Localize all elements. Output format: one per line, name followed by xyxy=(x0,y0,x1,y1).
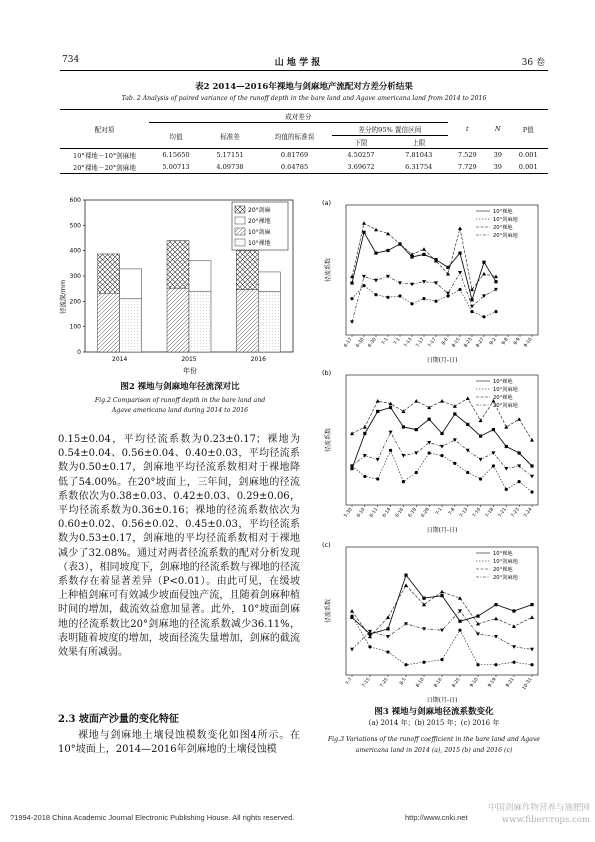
fig3-point xyxy=(404,663,407,666)
fig3-series-line xyxy=(352,286,496,317)
table2-title-cn: 表2 2014—2016年裸地与剑麻地产流配对方差分析结果 xyxy=(195,82,413,92)
fig3-point xyxy=(466,396,470,400)
fig3-point xyxy=(512,624,516,628)
th-lower: 下限 xyxy=(354,139,368,147)
fig2-ylabel: 径流深/mm xyxy=(59,279,67,315)
fig3b-line-chart xyxy=(318,365,550,535)
cell-n: 39 xyxy=(493,151,502,159)
fig3-point xyxy=(453,462,456,465)
fig3-xtick-label: 6-11 xyxy=(369,507,380,519)
fig3-xtick-label: 7-16 xyxy=(472,507,483,519)
fig3-xlabel: 日期(月-日) xyxy=(426,697,458,704)
fig3-point xyxy=(458,620,461,623)
fig3-point xyxy=(512,609,515,612)
th-ci: 差分的95% 置信区间 xyxy=(332,123,447,136)
fig2-bar-segment xyxy=(258,272,280,292)
fig3-xtick-label: 7-13 xyxy=(459,507,470,519)
fig3-point xyxy=(458,252,461,255)
body-paragraph-1: 0.15±0.04，平均径流系数为0.23±0.17；裸地为0.54±0.04、0.56±0.04、0.40±0.03，平均径流系数为0.50±0.17，剑麻地平均径流系数相对于裸地降低了54.00%。在20°坡面上，三年间，剑麻地的径流系数依次为0.38±0.03、0.42±0.03、0.29±0.06，平均径流系数为0.36±0.16；裸地的径流系数依次为0.60±0.02、0.56±0.02、0.45±0.03，平均径流系数为0.53±0.17，剑麻地的平均径流系数相对于裸地减少了32.08%。通过对两者径流系数的配对分析发现（表3），相同坡度下，剑麻地的径流系数与裸地的径流系数存在着显著差异（P<0.01）。由此可见，在缓坡上种植剑麻可有效减少坡面侵蚀产流，且随着剑麻种植时间的增加，截流效益愈加显著。此外，10°坡面剑麻地的径流系数比20°剑麻地的径流系数减少36.11%，表明随着坡度的增加，坡面径流失量增加，剑麻的截流效果有所减弱。 xyxy=(58,434,300,659)
fig3-point xyxy=(482,261,485,264)
fig3-xtick-label: 6-16 xyxy=(394,507,406,519)
th-upper: 上限 xyxy=(412,139,426,147)
fig3-legend-label: 20°裸地 xyxy=(493,225,513,231)
fig3-series-line xyxy=(352,232,496,300)
fig3-point xyxy=(476,615,479,618)
fig3-point xyxy=(440,399,444,403)
fig3-point xyxy=(428,418,431,421)
fig3-point xyxy=(386,249,389,252)
fig3-panel-label: (a) xyxy=(322,199,332,207)
fig3-point xyxy=(404,583,408,587)
fig3-xtick-label: 7-24 xyxy=(523,507,534,519)
fig3-legend-label: 10°剑麻地 xyxy=(493,387,518,393)
fig3-caption-en-1: Fig.3 Variations of the runoff coefficient in the bare land and Agave xyxy=(327,736,541,743)
fig3-xtick-label: 9-8 xyxy=(501,337,510,347)
th-p: P值 xyxy=(522,126,534,134)
cell-pair: 10°裸地－10°剑麻地 xyxy=(73,152,136,160)
fig2-ytick-label: 500 xyxy=(69,222,81,230)
fig3-xtick-label: 8-16 xyxy=(433,677,444,689)
fig2-bar-segment xyxy=(236,290,258,352)
fig3c-line-chart xyxy=(318,537,550,705)
fig3-point xyxy=(362,231,365,234)
fig3-point xyxy=(362,284,365,287)
fig3-xtick-label: 9-19 xyxy=(487,677,498,689)
fig3-point xyxy=(374,293,377,296)
fig3-caption-cn-sub: (a) 2014 年；(b) 2015 年；(c) 2016 年 xyxy=(368,719,500,727)
fig3-xtick-label: 8-23 xyxy=(463,337,474,349)
fig3-point xyxy=(530,464,533,467)
fig3-point xyxy=(518,480,521,483)
fig3-point xyxy=(504,425,508,429)
fig3-point xyxy=(410,283,414,287)
cell-se: 0.64785 xyxy=(280,163,309,171)
fig3-legend-label: 20°裸地 xyxy=(493,567,513,573)
fig3-xtick-label: 8-5 xyxy=(399,677,408,687)
fig3-xtick-label: 7-18 xyxy=(484,507,496,519)
fig3-caption-en-2: americana land in 2014 (a), 2015 (b) and 2016 (c) xyxy=(355,747,513,754)
fig3-xtick-label: 7-17 xyxy=(427,337,438,349)
fig3-xtick-label: 6-30 xyxy=(367,337,378,349)
cell-t: 7.529 xyxy=(457,151,477,159)
fig3-point xyxy=(427,406,431,410)
cell-pair: 20°裸地－20°剑麻地 xyxy=(73,164,136,172)
fig3-point xyxy=(494,275,498,279)
fig2-bar-segment xyxy=(167,288,189,352)
fig3-point xyxy=(389,431,393,435)
fig3-series-line xyxy=(352,575,532,634)
cell-p: 0.001 xyxy=(518,151,538,159)
fig2-caption-cn: 图2 裸地与剑麻地年径流深对比 xyxy=(120,382,240,392)
fig3-point xyxy=(482,272,486,276)
fig3-xtick-label: 6-17 xyxy=(343,337,354,349)
fig2-bar-chart xyxy=(55,192,300,377)
fig2-xtick-label: 2016 xyxy=(250,356,266,363)
fig3-point xyxy=(470,298,473,301)
fig3-point xyxy=(530,615,534,619)
fig3-point xyxy=(374,252,377,255)
fig3a-line-chart xyxy=(318,195,550,365)
th-mean: 均值 xyxy=(169,132,183,141)
fig3-point xyxy=(422,661,425,664)
fig2-bar-segment xyxy=(120,299,142,352)
fig3-point xyxy=(479,458,483,462)
fig3-panel-label: (b) xyxy=(322,369,332,377)
fig3-legend-label: 20°剑麻地 xyxy=(493,575,518,581)
fig2-xlabel: 年份 xyxy=(183,367,197,375)
fig3-point xyxy=(479,477,482,480)
fig3-xtick-label: 5-30 xyxy=(343,507,354,519)
fig3-point xyxy=(386,635,390,639)
fig3-point xyxy=(414,399,418,403)
cell-mean: 5.00713 xyxy=(162,163,190,171)
fig3-legend-label: 10°裸地 xyxy=(493,551,513,557)
cell-sd: 5.17151 xyxy=(216,151,244,159)
fig3-point xyxy=(362,221,366,225)
fig3-point xyxy=(440,454,443,457)
fig3-ylabel: 径流系数 xyxy=(325,427,332,453)
fig3-point xyxy=(494,310,497,313)
fig3-xtick-label: 7-25 xyxy=(379,677,390,689)
fig3-point xyxy=(422,297,425,300)
fig3-xtick-label: 6-18 xyxy=(407,507,418,519)
fig3-point xyxy=(494,635,498,639)
fig2-xtick-label: 2015 xyxy=(181,356,197,363)
fig2-bar-segment xyxy=(258,292,280,352)
fig3-point xyxy=(422,597,425,600)
fig3-legend-label: 10°裸地 xyxy=(493,209,513,215)
th-sd: 标准差 xyxy=(220,132,240,141)
fig3-legend-label: 20°剑麻地 xyxy=(493,403,518,409)
fig3-xtick-label: 6-10 xyxy=(356,507,367,519)
cell-se: 0.81769 xyxy=(280,151,309,159)
fig3-point xyxy=(530,438,534,442)
fig3-point xyxy=(530,603,533,606)
fig2-bar-segment xyxy=(98,254,120,293)
journal-name: 山 地 学 报 xyxy=(274,58,321,68)
fig3-legend-label: 10°剑麻地 xyxy=(493,559,518,565)
fig2-bar-segment xyxy=(98,293,120,352)
fig3-point xyxy=(530,475,534,479)
fig3-point xyxy=(440,445,444,449)
fig3-legend-label: 10°裸地 xyxy=(493,379,513,385)
fig3-xtick-label: 7-21 xyxy=(497,507,508,519)
fig3-point xyxy=(470,310,473,313)
fig3-point xyxy=(362,275,366,279)
cnki-url[interactable]: http://www.cnki.net xyxy=(405,813,468,822)
fig3-point xyxy=(518,451,521,454)
fig3-point xyxy=(376,477,379,480)
table-row xyxy=(60,161,548,173)
fig3-point xyxy=(350,609,354,613)
fig3-point xyxy=(428,451,431,454)
fig3-point xyxy=(376,410,379,413)
fig3-point xyxy=(374,228,378,232)
fig3-xtick-label: 7-1 xyxy=(381,337,390,347)
fig3-point xyxy=(350,297,353,300)
fig3-xtick-label: 7-23 xyxy=(510,507,521,519)
fig3-xtick-label: 9-9 xyxy=(513,337,522,347)
table2-title-en: Tab. 2 Analysis of paired variance of the runoff depth in the bare land and Agave americana land from 2014 to 2016 xyxy=(121,95,487,102)
fig2-ytick-label: 300 xyxy=(69,273,81,280)
cell-upper: 6.31754 xyxy=(405,163,433,171)
fig3-legend-label: 20°裸地 xyxy=(493,395,513,401)
header-rule xyxy=(60,70,548,71)
fig3-xtick-label: 6-14 xyxy=(382,507,393,519)
fig3-point xyxy=(482,315,485,318)
fig3-point xyxy=(434,300,437,303)
cell-lower: 4.50257 xyxy=(347,151,375,159)
fig3-point xyxy=(466,471,469,474)
fig2-bar-segment xyxy=(120,269,142,299)
fig3-xtick-label: 8-10 xyxy=(415,677,426,689)
fig2-legend xyxy=(232,202,288,250)
fig3-point xyxy=(386,232,390,236)
fig3-point xyxy=(398,281,402,285)
fig3-point xyxy=(386,650,389,653)
fig3-xtick-label: 9-2 xyxy=(489,337,498,347)
fig3-xtick-label: 7-1 xyxy=(435,507,444,517)
cell-lower: 3.69672 xyxy=(347,163,375,171)
fig3-point xyxy=(530,648,534,652)
fig2-legend-label: 10°剑麻 xyxy=(248,229,271,236)
fig3-point xyxy=(458,288,461,291)
fig2-bar-segment xyxy=(189,261,211,291)
fig3-point xyxy=(376,458,380,462)
fig3-point xyxy=(479,435,482,438)
fig2-ytick-label: 0 xyxy=(77,349,81,356)
fig3-point xyxy=(422,247,426,251)
fig2-caption-en-1: Fig.2 Comparison of runoff depth in the bare land and xyxy=(94,397,266,404)
fig3-point xyxy=(386,615,390,619)
cell-t: 7.729 xyxy=(457,163,477,171)
fig3-xtick-label: 7-13 xyxy=(403,337,414,349)
fig2-legend-swatch xyxy=(235,217,245,224)
fig3-point xyxy=(350,432,354,436)
th-group: 成对差分 xyxy=(149,110,448,123)
fig3-series-line xyxy=(352,616,532,665)
fig3-point xyxy=(512,661,515,664)
fig2-ytick-label: 400 xyxy=(69,247,81,255)
fig3-xtick-label: 7-7 xyxy=(345,677,354,687)
fig2-legend-label: 10°裸地 xyxy=(248,240,271,247)
fig3-xtick-label: 7-8 xyxy=(448,507,457,517)
fig3-ylabel: 径流系数 xyxy=(325,598,332,624)
th-se: 均值的标准误 xyxy=(274,132,315,141)
fig3-point xyxy=(440,629,444,633)
fig3-legend-label: 10°剑麻地 xyxy=(493,217,518,223)
cell-upper: 7.81043 xyxy=(405,151,433,159)
fig3-point xyxy=(402,480,405,483)
fig3-caption-cn: 图3 裸地与剑麻地径流系数变化 xyxy=(374,707,494,717)
fig3-point xyxy=(363,432,366,435)
fig3-point xyxy=(376,399,380,403)
fig3-point xyxy=(350,320,354,324)
cell-p: 0.001 xyxy=(518,163,538,171)
fig3-xtick-label: 9-10 xyxy=(469,677,480,689)
fig2-bar-segment xyxy=(236,250,258,289)
fig2-legend-label: 20°剑麻 xyxy=(248,207,271,214)
fig3-point xyxy=(363,425,367,429)
fig3-point xyxy=(453,404,457,408)
fig3-xtick-label: 6-30 xyxy=(355,337,366,349)
fig3-point xyxy=(466,423,469,426)
fig3-point xyxy=(363,475,366,478)
fig3-point xyxy=(386,296,389,299)
fig3-point xyxy=(491,451,495,455)
fig3-point xyxy=(446,266,449,269)
site-watermark: 中国剑麻作物营养与施肥网 www.fibercrops.com xyxy=(487,803,590,825)
fig3-point xyxy=(476,663,479,666)
fig2-bar-segment xyxy=(167,241,189,289)
th-t: t xyxy=(466,125,469,133)
fig2-legend-swatch xyxy=(235,228,245,235)
th-n: N xyxy=(494,125,501,133)
cell-mean: 6.15650 xyxy=(162,151,190,159)
fig3-point xyxy=(410,302,413,305)
fig3-series-line xyxy=(352,408,532,469)
cell-n: 39 xyxy=(493,163,502,171)
fig3-point xyxy=(440,594,443,597)
fig3-point xyxy=(458,226,462,230)
fig3-point xyxy=(374,279,378,283)
fig2-caption-en-2: Agave americana land during 2014 to 2016 xyxy=(111,407,249,414)
fig3-point xyxy=(453,438,457,442)
fig2-legend-label: 20°裸地 xyxy=(248,218,271,225)
fig3-xtick-label: 7-17 xyxy=(415,337,426,349)
cell-sd: 4.09738 xyxy=(216,163,244,171)
fig3-point xyxy=(446,292,450,296)
fig3-point xyxy=(415,471,418,474)
fig3-xtick-label: 6-28 xyxy=(420,507,431,519)
fig3-xtick-label: 9-10 xyxy=(523,337,534,349)
fig3-point xyxy=(494,288,498,292)
fig3-point xyxy=(401,454,405,458)
fig2-xtick-label: 2014 xyxy=(112,356,128,363)
fig3-point xyxy=(505,445,508,448)
fig3-ylabel: 径流系数 xyxy=(325,257,332,283)
fig3-point xyxy=(476,632,480,636)
fig3-point xyxy=(492,464,495,467)
fig3-point xyxy=(494,280,497,283)
table2 xyxy=(60,109,548,174)
fig3-point xyxy=(402,425,405,428)
fig3-xtick-label: 10-31 xyxy=(521,677,534,692)
fig3-point xyxy=(398,294,401,297)
body-paragraph-2: 裸地与剑麻地土壤侵蚀模数变化如图4所示。在10°坡面上，2014—2016年剑麻地的土壤侵蚀模 xyxy=(58,730,300,756)
fig2-legend-swatch xyxy=(235,239,245,246)
fig3-point xyxy=(530,663,533,666)
fig3-point xyxy=(470,305,474,309)
fig3-xtick-label: 7-15 xyxy=(361,677,372,689)
fig2-ytick-label: 200 xyxy=(69,298,81,306)
fig3-point xyxy=(350,281,353,284)
fig3-point xyxy=(517,417,521,421)
fig3-point xyxy=(505,488,508,491)
fig3-point xyxy=(530,490,533,493)
th-pair: 配对项 xyxy=(94,126,115,134)
fig3-xtick-label: 7-1 xyxy=(393,337,402,347)
page-number: 734 xyxy=(62,55,80,65)
fig3-point xyxy=(453,412,456,415)
fig2-bars xyxy=(98,241,281,352)
fig3-point xyxy=(422,253,425,256)
fig3-point xyxy=(422,280,426,284)
copyright-footer: ?1994-2018 China Academic Journal Electronic Publishing House. All rights reserved. xyxy=(10,813,295,822)
fig2-legend-swatch xyxy=(235,206,245,213)
fig3-point xyxy=(494,603,497,606)
fig3-point xyxy=(458,629,461,632)
fig3-xtick-label: 9-21 xyxy=(505,677,516,689)
fig3-panel-label: (c) xyxy=(322,541,331,549)
fig3-point xyxy=(492,428,495,431)
fig3-legend-label: 20°剑麻地 xyxy=(493,233,518,239)
fig3-point xyxy=(350,648,354,652)
fig3-point xyxy=(440,432,443,435)
fig2-ytick-label: 600 xyxy=(69,197,81,204)
fig3-point xyxy=(415,428,418,431)
table-row xyxy=(60,149,548,162)
fig3-xtick-label: 8-6 xyxy=(441,337,450,347)
fig3-point xyxy=(440,658,443,661)
fig3-point xyxy=(466,449,470,453)
fig3-point xyxy=(404,574,407,577)
fig3-point xyxy=(386,627,389,630)
fig2-ytick-label: 100 xyxy=(69,323,81,331)
fig3-xtick-label: 8-15 xyxy=(451,337,462,349)
fig3-point xyxy=(494,663,497,666)
fig3-xlabel: 日期(月-日) xyxy=(426,357,458,364)
fig3-point xyxy=(494,617,498,621)
fig3-point xyxy=(458,271,462,275)
fig3-xtick-label: 8-25 xyxy=(451,677,462,689)
fig3-xtick-label: 8-27 xyxy=(475,337,486,349)
fig3-point xyxy=(440,590,444,594)
fig3-point xyxy=(479,419,483,423)
fig3-point xyxy=(389,449,392,452)
fig3-xlabel: 日期(月-日) xyxy=(426,527,458,534)
fig3-point xyxy=(504,467,508,471)
fig3-point xyxy=(368,645,371,648)
section-heading: 2.3 坡面产沙量的变化特征 xyxy=(58,714,179,725)
fig2-bar-segment xyxy=(189,291,211,352)
volume-label: 36 卷 xyxy=(521,58,545,68)
fig3-point xyxy=(389,406,392,409)
fig3-point xyxy=(350,615,353,618)
